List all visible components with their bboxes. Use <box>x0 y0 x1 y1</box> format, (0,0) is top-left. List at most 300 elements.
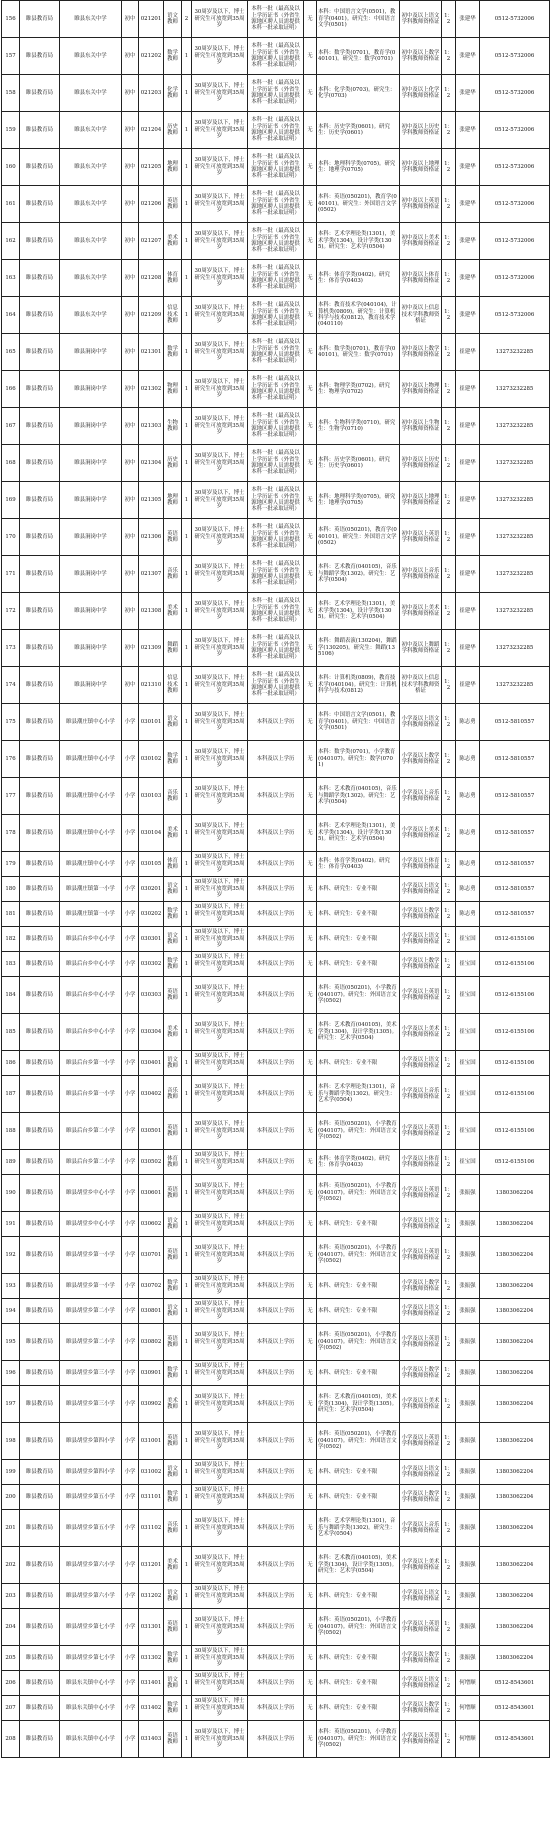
school-level-cell: 小学 <box>122 741 139 778</box>
major-requirement-cell: 本科：数学类(0701)，小学教育(040107)。研究生：数学(0701) <box>317 741 400 778</box>
table-row <box>2 1324 550 1361</box>
department-cell: 睢县教育局 <box>20 149 60 186</box>
exam-ratio-cell: 1：2 <box>442 1212 456 1237</box>
position-code-cell: 021308 <box>139 593 164 630</box>
position-name-cell: 音乐教师 <box>164 1510 182 1547</box>
certificate-requirement-cell: 小学及以上美术学科教师资格证 <box>400 1386 442 1423</box>
table-row <box>2 1076 550 1113</box>
education-requirement-cell: 本科一批（最高及以上学历证书（外省生源地区聘人员需提供本科一批录取证明） <box>248 519 304 556</box>
education-requirement-cell: 本科及以上学历 <box>248 1423 304 1460</box>
other-requirement-cell: 无 <box>304 223 317 260</box>
school-cell: 睢县涧岗中学 <box>60 482 122 519</box>
department-cell: 睢县教育局 <box>20 1361 60 1386</box>
table-row <box>2 1386 550 1423</box>
hire-count-cell: 1 <box>182 112 192 149</box>
hire-count-cell: 1 <box>182 38 192 75</box>
contact-phone-cell: 0512-5810557 <box>480 778 550 815</box>
contact-phone-cell: 0512-5810557 <box>480 741 550 778</box>
row-number-cell: 188 <box>2 1113 20 1150</box>
exam-ratio-cell: 1：2 <box>442 482 456 519</box>
age-requirement-cell: 30周岁及以下，博士研究生可放宽到35周岁 <box>192 778 248 815</box>
position-name-cell: 音乐教师 <box>164 1076 182 1113</box>
certificate-requirement-cell: 小学及以上语文学科教师资格证 <box>400 1460 442 1485</box>
hire-count-cell: 1 <box>182 1609 192 1646</box>
other-requirement-cell: 无 <box>304 741 317 778</box>
education-requirement-cell: 本科一批（最高及以上学历证书（外省生源地区聘人员需提供本科一批录取证明） <box>248 334 304 371</box>
age-requirement-cell: 30周岁及以下，博士研究生可放宽到35周岁 <box>192 1423 248 1460</box>
certificate-requirement-cell: 小学及以上数学学科教师资格证 <box>400 1274 442 1299</box>
other-requirement-cell: 无 <box>304 408 317 445</box>
contact-person-cell: 张振强 <box>456 1547 480 1584</box>
hire-count-cell: 1 <box>182 1646 192 1671</box>
age-requirement-cell: 30周岁及以下，博士研究生可放宽到35周岁 <box>192 977 248 1014</box>
exam-ratio-cell: 1：2 <box>442 815 456 852</box>
major-requirement-cell: 本科：艺术教育(040105)，音乐与舞蹈学类(1302)。研究生：艺术学(0504) <box>317 556 400 593</box>
education-requirement-cell: 本科一批（最高及以上学历证书（外省生源地区聘人员需提供本科一批录取证明） <box>248 38 304 75</box>
hire-count-cell: 2 <box>182 1 192 38</box>
age-requirement-cell: 30周岁及以下，博士研究生可放宽到35周岁 <box>192 593 248 630</box>
other-requirement-cell: 无 <box>304 1150 317 1175</box>
age-requirement-cell: 30周岁及以下，博士研究生可放宽到35周岁 <box>192 815 248 852</box>
certificate-requirement-cell: 小学及以上语文学科教师资格证 <box>400 877 442 902</box>
school-cell: 睢县东关中学 <box>60 1 122 38</box>
position-code-cell: 021310 <box>139 667 164 704</box>
table-row <box>2 1423 550 1460</box>
table-row <box>2 1150 550 1175</box>
hire-count-cell: 1 <box>182 371 192 408</box>
position-name-cell: 语文教师 <box>164 1212 182 1237</box>
school-level-cell: 初中 <box>122 297 139 334</box>
age-requirement-cell: 30周岁及以下，博士研究生可放宽到35周岁 <box>192 1237 248 1274</box>
school-level-cell: 初中 <box>122 519 139 556</box>
position-code-cell: 021209 <box>139 297 164 334</box>
exam-ratio-cell: 1：2 <box>442 1299 456 1324</box>
school-cell: 睢县后台乡中心小学 <box>60 1014 122 1051</box>
school-level-cell: 小学 <box>122 1076 139 1113</box>
age-requirement-cell: 30周岁及以下，博士研究生可放宽到35周岁 <box>192 75 248 112</box>
contact-person-cell: 崔建华 <box>456 482 480 519</box>
table-row <box>2 556 550 593</box>
age-requirement-cell: 30周岁及以下，博士研究生可放宽到35周岁 <box>192 482 248 519</box>
age-requirement-cell: 30周岁及以下，博士研究生可放宽到35周岁 <box>192 408 248 445</box>
other-requirement-cell: 无 <box>304 1212 317 1237</box>
exam-ratio-cell: 1：2 <box>442 1696 456 1721</box>
certificate-requirement-cell: 小学及以上英语学科教师资格证 <box>400 1237 442 1274</box>
school-cell: 睢县东关中学 <box>60 260 122 297</box>
school-level-cell: 小学 <box>122 1423 139 1460</box>
row-number-cell: 184 <box>2 977 20 1014</box>
major-requirement-cell: 本科：英语(050201)，教育学(040101)。研究生：外国语言文学(0502) <box>317 186 400 223</box>
table-row <box>2 1485 550 1510</box>
school-cell: 睢县胡堂乡第五小学 <box>60 1485 122 1510</box>
school-level-cell: 小学 <box>122 1460 139 1485</box>
position-name-cell: 地理教师 <box>164 482 182 519</box>
hire-count-cell: 1 <box>182 778 192 815</box>
school-cell: 睢县胡堂乡第四小学 <box>60 1423 122 1460</box>
school-cell: 睢县涧岗中学 <box>60 630 122 667</box>
other-requirement-cell: 无 <box>304 334 317 371</box>
position-name-cell: 音乐教师 <box>164 778 182 815</box>
hire-count-cell: 1 <box>182 1324 192 1361</box>
table-row <box>2 741 550 778</box>
row-number-cell: 194 <box>2 1299 20 1324</box>
position-name-cell: 化学教师 <box>164 75 182 112</box>
school-level-cell: 小学 <box>122 977 139 1014</box>
exam-ratio-cell: 1：2 <box>442 927 456 952</box>
position-name-cell: 音乐教师 <box>164 556 182 593</box>
contact-phone-cell: 13273232285 <box>480 593 550 630</box>
hire-count-cell: 1 <box>182 1696 192 1721</box>
certificate-requirement-cell: 小学及以上语文学科教师资格证 <box>400 1584 442 1609</box>
position-code-cell: 021304 <box>139 445 164 482</box>
contact-person-cell: 张建华 <box>456 1 480 38</box>
school-level-cell: 小学 <box>122 1113 139 1150</box>
age-requirement-cell: 30周岁及以下，博士研究生可放宽到35周岁 <box>192 297 248 334</box>
exam-ratio-cell: 1：2 <box>442 1113 456 1150</box>
contact-phone-cell: 0512-5732006 <box>480 223 550 260</box>
contact-phone-cell: 13273232285 <box>480 334 550 371</box>
certificate-requirement-cell: 初中及以上音乐学科教师资格证 <box>400 556 442 593</box>
table-row <box>2 112 550 149</box>
exam-ratio-cell: 1：2 <box>442 902 456 927</box>
hire-count-cell: 1 <box>182 297 192 334</box>
contact-person-cell: 张振强 <box>456 1361 480 1386</box>
position-code-cell: 031302 <box>139 1646 164 1671</box>
hire-count-cell: 1 <box>182 952 192 977</box>
school-level-cell: 小学 <box>122 1299 139 1324</box>
table-row <box>2 1646 550 1671</box>
school-cell: 睢县东关中学 <box>60 112 122 149</box>
age-requirement-cell: 30周岁及以下，博士研究生可放宽到35周岁 <box>192 334 248 371</box>
position-name-cell: 英语教师 <box>164 186 182 223</box>
education-requirement-cell: 本科及以上学历 <box>248 1721 304 1758</box>
major-requirement-cell: 本科：英语(050201)，小学教育(040107)。研究生：外国语言文学(0502) <box>317 1237 400 1274</box>
row-number-cell: 173 <box>2 630 20 667</box>
contact-phone-cell: 13803062204 <box>480 1584 550 1609</box>
position-name-cell: 历史教师 <box>164 445 182 482</box>
row-number-cell: 201 <box>2 1510 20 1547</box>
school-cell: 睢县东关镇中心小学 <box>60 1696 122 1721</box>
exam-ratio-cell: 1：2 <box>442 1386 456 1423</box>
major-requirement-cell: 本科：英语(050201)，小学教育(040107)。研究生：外国语言文学(0502) <box>317 1721 400 1758</box>
exam-ratio-cell: 1：2 <box>442 408 456 445</box>
position-name-cell: 英语教师 <box>164 977 182 1014</box>
school-cell: 睢县东关中学 <box>60 38 122 75</box>
hire-count-cell: 1 <box>182 1175 192 1212</box>
contact-phone-cell: 13803062204 <box>480 1274 550 1299</box>
row-number-cell: 156 <box>2 1 20 38</box>
contact-phone-cell: 13803062204 <box>480 1460 550 1485</box>
row-number-cell: 196 <box>2 1361 20 1386</box>
school-level-cell: 小学 <box>122 1014 139 1051</box>
certificate-requirement-cell: 初中及以上地理学科教师资格证 <box>400 482 442 519</box>
contact-phone-cell: 13803062204 <box>480 1547 550 1584</box>
row-number-cell: 197 <box>2 1386 20 1423</box>
exam-ratio-cell: 1：2 <box>442 1076 456 1113</box>
certificate-requirement-cell: 初中及以上英语学科教师资格证 <box>400 186 442 223</box>
department-cell: 睢县教育局 <box>20 1237 60 1274</box>
age-requirement-cell: 30周岁及以下，博士研究生可放宽到35周岁 <box>192 1 248 38</box>
hire-count-cell: 1 <box>182 1584 192 1609</box>
position-name-cell: 英语教师 <box>164 1113 182 1150</box>
other-requirement-cell: 无 <box>304 1051 317 1076</box>
table-row <box>2 1212 550 1237</box>
contact-person-cell: 张建华 <box>456 112 480 149</box>
education-requirement-cell: 本科及以上学历 <box>248 852 304 877</box>
certificate-requirement-cell: 初中及以上历史学科教师资格证 <box>400 445 442 482</box>
position-name-cell: 数学教师 <box>164 1696 182 1721</box>
education-requirement-cell: 本科及以上学历 <box>248 1361 304 1386</box>
table-row <box>2 1547 550 1584</box>
education-requirement-cell: 本科及以上学历 <box>248 1274 304 1299</box>
other-requirement-cell: 无 <box>304 1361 317 1386</box>
position-name-cell: 美术教师 <box>164 1547 182 1584</box>
hire-count-cell: 1 <box>182 445 192 482</box>
row-number-cell: 205 <box>2 1646 20 1671</box>
other-requirement-cell: 无 <box>304 1237 317 1274</box>
department-cell: 睢县教育局 <box>20 186 60 223</box>
row-number-cell: 170 <box>2 519 20 556</box>
position-code-cell: 031201 <box>139 1547 164 1584</box>
table-row <box>2 260 550 297</box>
certificate-requirement-cell: 初中及以上化学学科教师资格证 <box>400 75 442 112</box>
school-level-cell: 小学 <box>122 815 139 852</box>
exam-ratio-cell: 1：2 <box>442 1361 456 1386</box>
exam-ratio-cell: 1：2 <box>442 1175 456 1212</box>
certificate-requirement-cell: 小学及以上数学学科教师资格证 <box>400 952 442 977</box>
major-requirement-cell: 本科、研究生：专业不限 <box>317 1696 400 1721</box>
education-requirement-cell: 本科及以上学历 <box>248 1113 304 1150</box>
hire-count-cell: 1 <box>182 408 192 445</box>
contact-person-cell: 陈志勇 <box>456 704 480 741</box>
department-cell: 睢县教育局 <box>20 482 60 519</box>
hire-count-cell: 1 <box>182 815 192 852</box>
age-requirement-cell: 30周岁及以下，博士研究生可放宽到35周岁 <box>192 1113 248 1150</box>
table-row <box>2 1361 550 1386</box>
position-name-cell: 舞蹈教师 <box>164 630 182 667</box>
table-row <box>2 519 550 556</box>
row-number-cell: 157 <box>2 38 20 75</box>
contact-phone-cell: 0512-6155106 <box>480 1150 550 1175</box>
education-requirement-cell: 本科一批（最高及以上学历证书（外省生源地区聘人员需提供本科一批录取证明） <box>248 556 304 593</box>
department-cell: 睢县教育局 <box>20 556 60 593</box>
department-cell: 睢县教育局 <box>20 815 60 852</box>
other-requirement-cell: 无 <box>304 556 317 593</box>
contact-phone-cell: 13803062204 <box>480 1646 550 1671</box>
department-cell: 睢县教育局 <box>20 260 60 297</box>
age-requirement-cell: 30周岁及以下，博士研究生可放宽到35周岁 <box>192 186 248 223</box>
department-cell: 睢县教育局 <box>20 1696 60 1721</box>
table-row <box>2 952 550 977</box>
certificate-requirement-cell: 小学及以上语文学科教师资格证 <box>400 927 442 952</box>
major-requirement-cell: 本科、研究生：专业不限 <box>317 877 400 902</box>
certificate-requirement-cell: 初中及以上信息技术学科教师资格证 <box>400 667 442 704</box>
exam-ratio-cell: 1：2 <box>442 1 456 38</box>
education-requirement-cell: 本科及以上学历 <box>248 927 304 952</box>
contact-phone-cell: 13273232285 <box>480 667 550 704</box>
school-cell: 睢县东关中学 <box>60 149 122 186</box>
contact-person-cell: 张建华 <box>456 260 480 297</box>
school-level-cell: 初中 <box>122 556 139 593</box>
school-level-cell: 初中 <box>122 260 139 297</box>
department-cell: 睢县教育局 <box>20 75 60 112</box>
table-row <box>2 149 550 186</box>
other-requirement-cell: 无 <box>304 186 317 223</box>
table-row <box>2 1051 550 1076</box>
contact-phone-cell: 13803062204 <box>480 1485 550 1510</box>
row-number-cell: 185 <box>2 1014 20 1051</box>
education-requirement-cell: 本科及以上学历 <box>248 1609 304 1646</box>
exam-ratio-cell: 1：2 <box>442 1510 456 1547</box>
school-cell: 睢县胡堂乡第六小学 <box>60 1547 122 1584</box>
row-number-cell: 204 <box>2 1609 20 1646</box>
contact-person-cell: 崔建华 <box>456 371 480 408</box>
exam-ratio-cell: 1：2 <box>442 445 456 482</box>
other-requirement-cell: 无 <box>304 149 317 186</box>
hire-count-cell: 1 <box>182 1051 192 1076</box>
position-name-cell: 语文教师 <box>164 877 182 902</box>
contact-phone-cell: 13273232285 <box>480 556 550 593</box>
department-cell: 睢县教育局 <box>20 1646 60 1671</box>
table-row <box>2 1696 550 1721</box>
school-cell: 睢县涧岗中学 <box>60 593 122 630</box>
contact-phone-cell: 0512-5732006 <box>480 38 550 75</box>
position-name-cell: 信息技术教师 <box>164 667 182 704</box>
position-code-cell: 030202 <box>139 902 164 927</box>
school-level-cell: 小学 <box>122 877 139 902</box>
school-level-cell: 小学 <box>122 852 139 877</box>
major-requirement-cell: 本科：中国语言文学(0501)，教育学(0401)。研究生：中国语言文学(0501) <box>317 1 400 38</box>
row-number-cell: 160 <box>2 149 20 186</box>
certificate-requirement-cell: 初中及以上舞蹈学科教师资格证 <box>400 630 442 667</box>
school-cell: 睢县胡堂乡第二小学 <box>60 1324 122 1361</box>
department-cell: 睢县教育局 <box>20 1076 60 1113</box>
position-name-cell: 数学教师 <box>164 902 182 927</box>
table-row <box>2 297 550 334</box>
school-cell: 睢县潮庄镇第一小学 <box>60 902 122 927</box>
contact-person-cell: 张建华 <box>456 297 480 334</box>
hire-count-cell: 1 <box>182 630 192 667</box>
age-requirement-cell: 30周岁及以下，博士研究生可放宽到35周岁 <box>192 223 248 260</box>
major-requirement-cell: 本科、研究生：专业不限 <box>317 1361 400 1386</box>
hire-count-cell: 1 <box>182 1510 192 1547</box>
contact-phone-cell: 13803062204 <box>480 1237 550 1274</box>
education-requirement-cell: 本科一批（最高及以上学历证书（外省生源地区聘人员需提供本科一批录取证明） <box>248 1 304 38</box>
school-cell: 睢县胡堂乡第七小学 <box>60 1609 122 1646</box>
table-row <box>2 75 550 112</box>
position-name-cell: 数学教师 <box>164 1485 182 1510</box>
table-row <box>2 815 550 852</box>
exam-ratio-cell: 1：2 <box>442 1460 456 1485</box>
position-code-cell: 030802 <box>139 1324 164 1361</box>
education-requirement-cell: 本科一批（最高及以上学历证书（外省生源地区聘人员需提供本科一批录取证明） <box>248 593 304 630</box>
certificate-requirement-cell: 小学及以上语文学科教师资格证 <box>400 1671 442 1696</box>
department-cell: 睢县教育局 <box>20 1014 60 1051</box>
exam-ratio-cell: 1：2 <box>442 149 456 186</box>
contact-phone-cell: 0512-5810557 <box>480 877 550 902</box>
other-requirement-cell: 无 <box>304 704 317 741</box>
position-name-cell: 美术教师 <box>164 815 182 852</box>
school-cell: 睢县涧岗中学 <box>60 667 122 704</box>
contact-person-cell: 张振强 <box>456 1299 480 1324</box>
school-cell: 睢县胡堂乡第一小学 <box>60 1237 122 1274</box>
row-number-cell: 164 <box>2 297 20 334</box>
contact-phone-cell: 13803062204 <box>480 1510 550 1547</box>
contact-person-cell: 张建华 <box>456 75 480 112</box>
other-requirement-cell: 无 <box>304 1324 317 1361</box>
exam-ratio-cell: 1：2 <box>442 704 456 741</box>
age-requirement-cell: 30周岁及以下，博士研究生可放宽到35周岁 <box>192 1671 248 1696</box>
row-number-cell: 195 <box>2 1324 20 1361</box>
school-cell: 睢县胡堂乡第六小学 <box>60 1584 122 1609</box>
position-code-cell: 030702 <box>139 1274 164 1299</box>
contact-person-cell: 张振强 <box>456 1274 480 1299</box>
contact-phone-cell: 13803062204 <box>480 1299 550 1324</box>
row-number-cell: 175 <box>2 704 20 741</box>
school-cell: 睢县涧岗中学 <box>60 334 122 371</box>
certificate-requirement-cell: 小学及以上数学学科教师资格证 <box>400 1646 442 1671</box>
hire-count-cell: 1 <box>182 1671 192 1696</box>
contact-person-cell: 崔建华 <box>456 519 480 556</box>
table-body <box>2 1 550 1758</box>
education-requirement-cell: 本科及以上学历 <box>248 741 304 778</box>
department-cell: 睢县教育局 <box>20 297 60 334</box>
school-cell: 睢县潮庄镇中心小学 <box>60 704 122 741</box>
position-code-cell: 031301 <box>139 1609 164 1646</box>
school-cell: 睢县潮庄镇第一小学 <box>60 877 122 902</box>
exam-ratio-cell: 1：2 <box>442 593 456 630</box>
row-number-cell: 192 <box>2 1237 20 1274</box>
position-name-cell: 数学教师 <box>164 952 182 977</box>
position-name-cell: 美术教师 <box>164 593 182 630</box>
row-number-cell: 187 <box>2 1076 20 1113</box>
school-level-cell: 初中 <box>122 667 139 704</box>
contact-phone-cell: 13273232285 <box>480 519 550 556</box>
contact-person-cell: 张振强 <box>456 1584 480 1609</box>
education-requirement-cell: 本科及以上学历 <box>248 778 304 815</box>
school-cell: 睢县潮庄镇中心小学 <box>60 852 122 877</box>
position-name-cell: 英语教师 <box>164 519 182 556</box>
contact-person-cell: 张建华 <box>456 149 480 186</box>
row-number-cell: 191 <box>2 1212 20 1237</box>
major-requirement-cell: 本科、研究生：专业不限 <box>317 1485 400 1510</box>
position-code-cell: 031102 <box>139 1510 164 1547</box>
certificate-requirement-cell: 小学及以上英语学科教师资格证 <box>400 1721 442 1758</box>
contact-person-cell: 张建华 <box>456 223 480 260</box>
exam-ratio-cell: 1：2 <box>442 1274 456 1299</box>
row-number-cell: 180 <box>2 877 20 902</box>
exam-ratio-cell: 1：2 <box>442 223 456 260</box>
major-requirement-cell: 本科：体育学类(0402)。研究生：体育学(0403) <box>317 260 400 297</box>
row-number-cell: 182 <box>2 927 20 952</box>
contact-person-cell: 崔建华 <box>456 334 480 371</box>
school-cell: 睢县胡堂乡第二小学 <box>60 1299 122 1324</box>
exam-ratio-cell: 1：2 <box>442 1671 456 1696</box>
age-requirement-cell: 30周岁及以下，博士研究生可放宽到35周岁 <box>192 667 248 704</box>
hire-count-cell: 1 <box>182 852 192 877</box>
school-level-cell: 小学 <box>122 1274 139 1299</box>
major-requirement-cell: 本科、研究生：专业不限 <box>317 902 400 927</box>
contact-phone-cell: 0512-6155106 <box>480 1113 550 1150</box>
school-cell: 睢县后台乡中心小学 <box>60 952 122 977</box>
table-row <box>2 223 550 260</box>
hire-count-cell: 1 <box>182 149 192 186</box>
position-name-cell: 数学教师 <box>164 38 182 75</box>
other-requirement-cell: 无 <box>304 927 317 952</box>
other-requirement-cell: 无 <box>304 112 317 149</box>
other-requirement-cell: 无 <box>304 1510 317 1547</box>
contact-person-cell: 张振强 <box>456 1175 480 1212</box>
